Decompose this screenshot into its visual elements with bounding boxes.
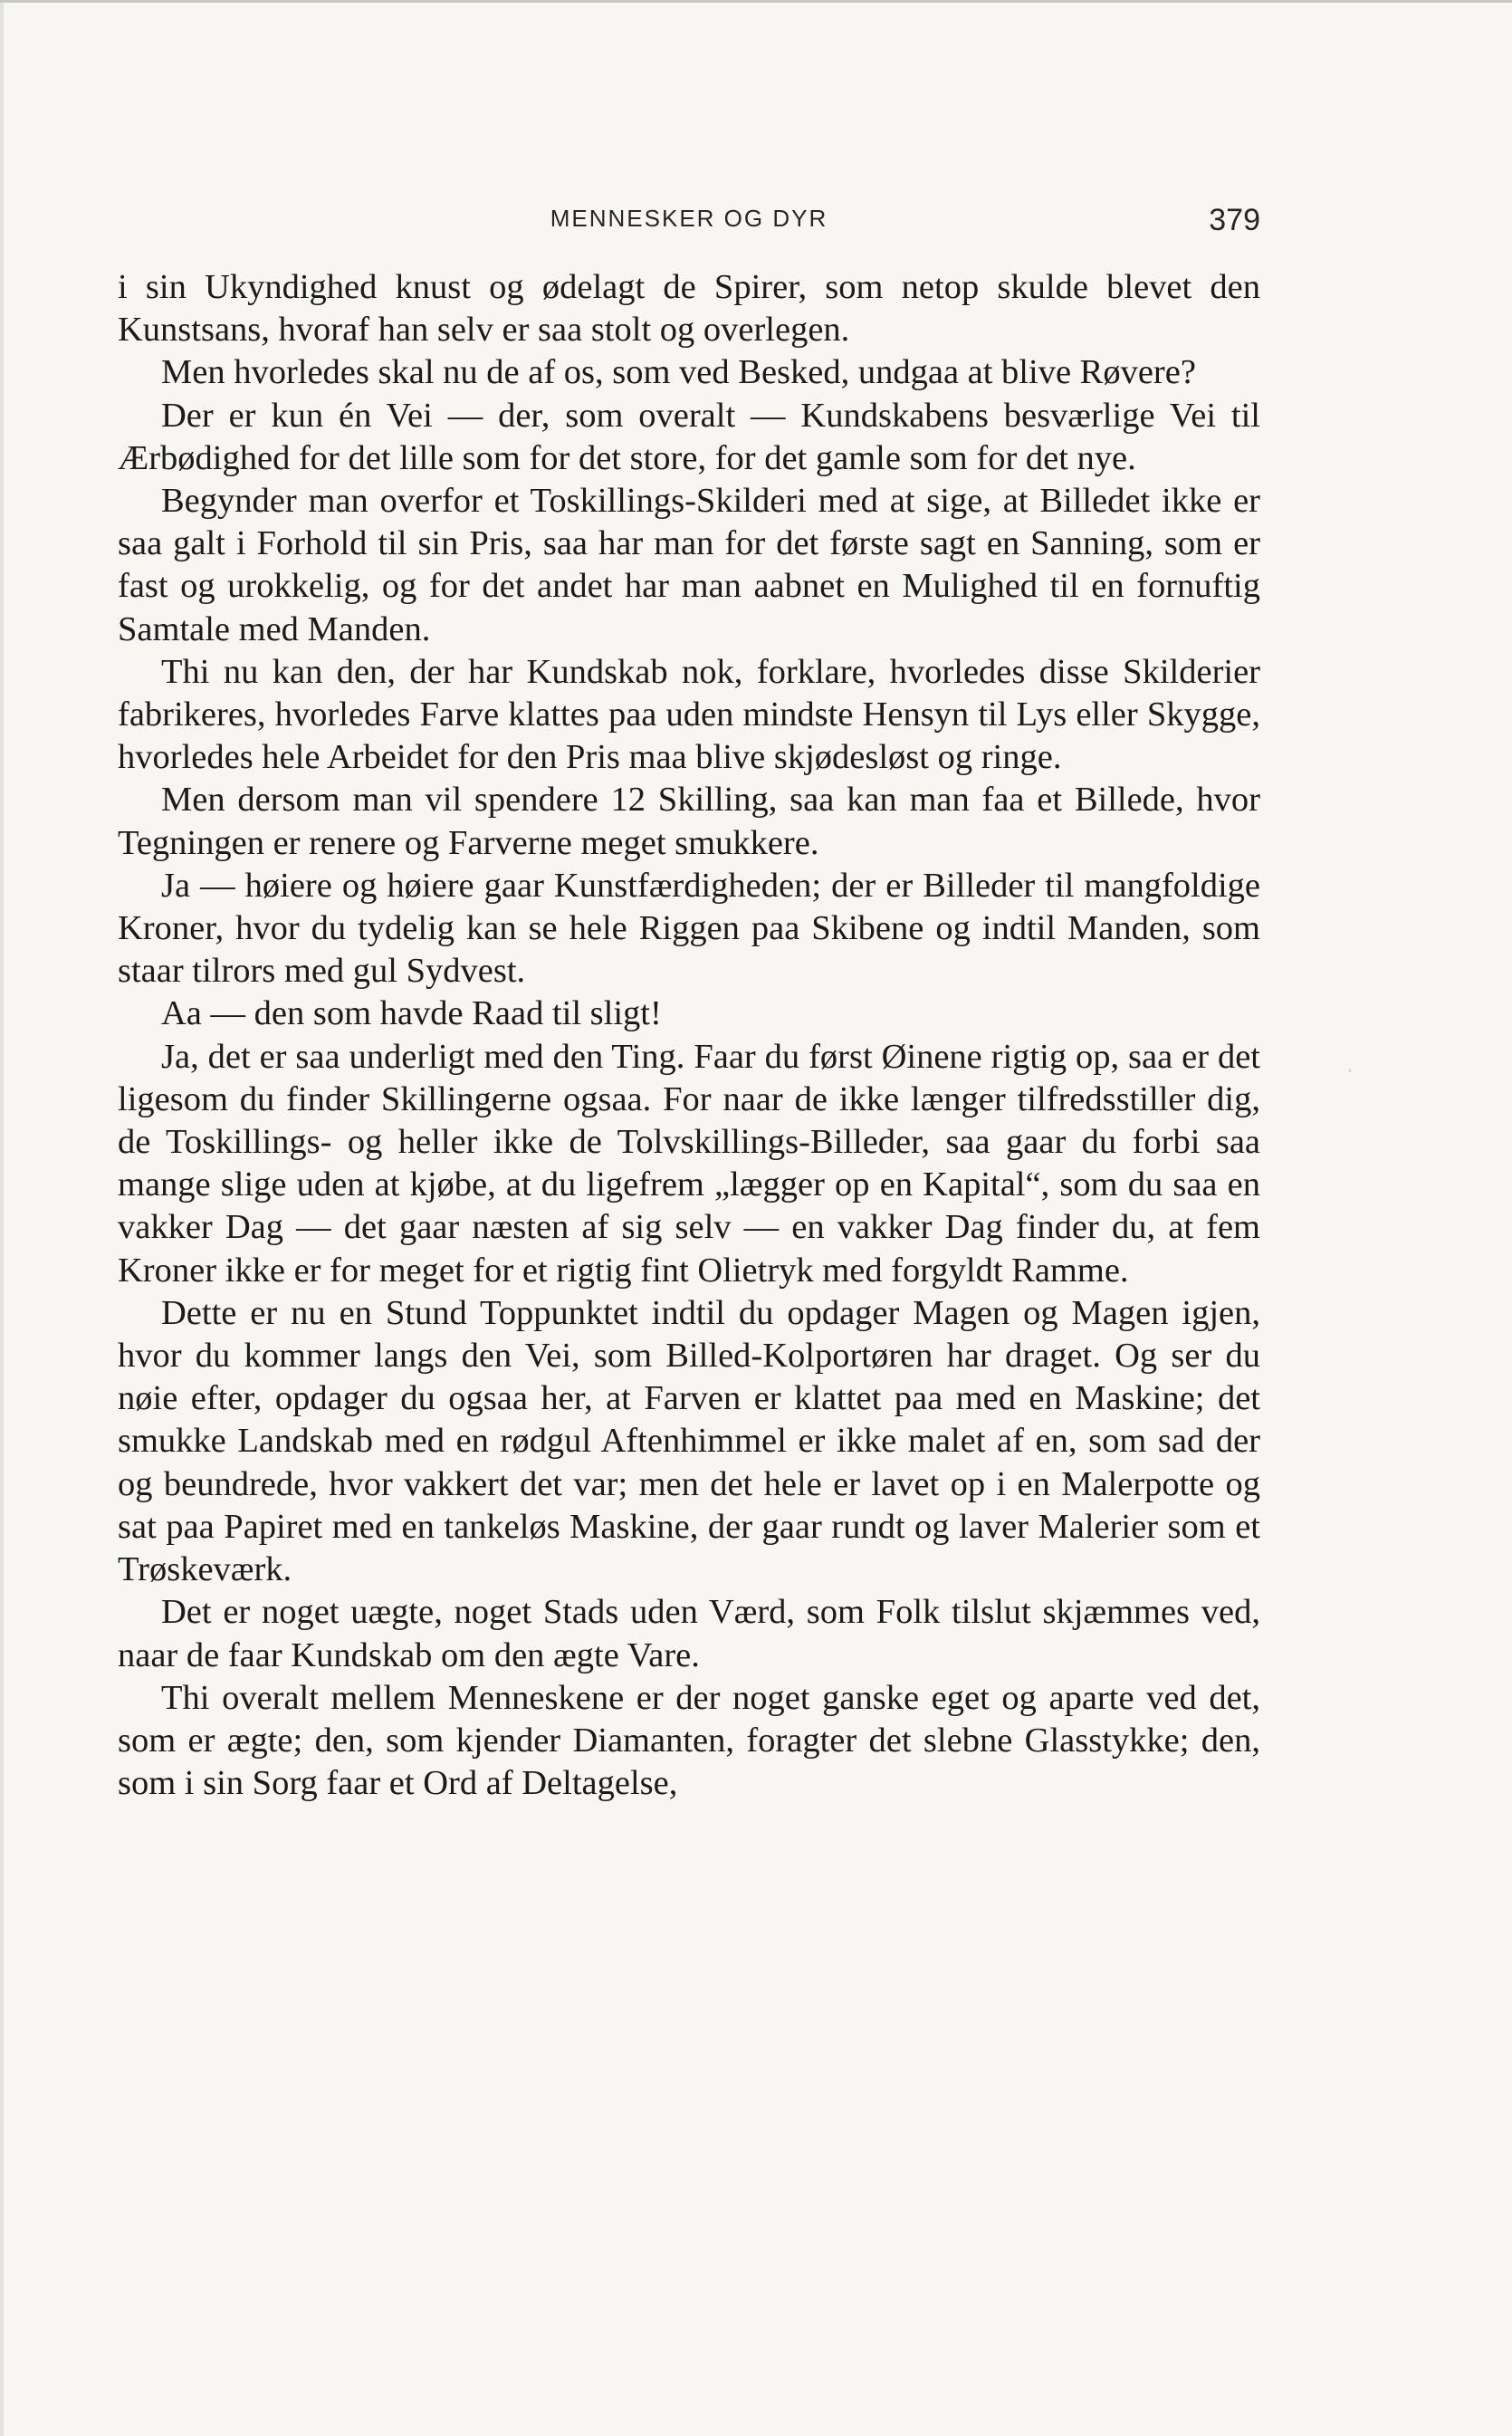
body-text (118, 266, 1260, 1805)
paragraph: Aa — den som havde Raad til sligt! (161, 994, 662, 1033)
paragraph: Der er kun én Vei — der, som overalt — Kundskabens besværlige Vei til Ærbødighed for det lille som for det store, for det gamle som for det nye. (118, 396, 1260, 477)
scan-speck (1349, 1069, 1351, 1072)
paragraph: Men dersom man vil spendere 12 Skilling, saa kan man faa et Billede, hvor Tegningen er renere og Farverne meget smukkere. (118, 781, 1260, 862)
paragraph: Thi nu kan den, der har Kundskab nok, forklare, hvorledes disse Skilderier fabrikeres, hvorledes Farve klattes paa uden mindste Hensyn til Lys eller Skygge, hvorledes hele Arbeidet for den Pris maa blive skjødesløst og ringe. (118, 652, 1260, 777)
paragraph: Det er noget uægte, noget Stads uden Værd, som Folk tilslut skjæmmes ved, naar de faar Kundskab om den ægte Vare. (118, 1593, 1260, 1674)
paragraph: Ja, det er saa underligt med den Ting. Faar du først Øinene rigtig op, saa er det ligesom du finder Skillingerne ogsaa. For naar de ikke længer tilfredsstiller dig, de Toskillings- og heller ikke de Tolvskillings-Billeder, saa gaar du forbi saa mange slige uden at kjøbe, at du ligefrem „lægger op en Kapital“, som du saa en vakker Dag — det gaar næsten af sig selv — en vakker Dag finder du, at fem Kroner ikke er for meget for et rigtig fint Olietryk med forgyldt Ramme. (118, 1037, 1260, 1290)
paragraph: Men hvorledes skal nu de af os, som ved Besked, undgaa at blive Røvere? (161, 353, 1196, 392)
paragraph: i sin Ukyndighed knust og ødelagt de Spirer, som netop skulde blevet den Kunstsans, hvoraf han selv er saa stolt og overlegen. (118, 268, 1260, 350)
paragraph: Thi overalt mellem Menneskene er der noget ganske eget og aparte ved det, som er ægte; den, som kjender Diamanten, foragter det slebne Glasstykke; den, som i sin Sorg faar et Ord af Deltagelse, (118, 1678, 1260, 1803)
paragraph: Begynder man overfor et Toskillings-Skilderi med at sige, at Billedet ikke er saa galt i Forhold til sin Pris, saa har man for det første sagt en Sanning, som er fast og urokkelig, og for det andet har man aabnet en Mulighed til en fornuftig Samtale med Manden. (118, 482, 1260, 648)
page-header (118, 203, 1260, 246)
page-number: 379 (1209, 203, 1260, 237)
paragraph: Ja — høiere og høiere gaar Kunstfærdigheden; der er Billeder til mangfoldige Kroner, hvor du tydelig kan se hele Riggen paa Skibene og indtil Manden, som staar tilrors med gul Sydvest. (118, 866, 1260, 991)
scan-edge-line (0, 0, 1512, 3)
running-title: MENNESKER OG DYR (550, 205, 828, 232)
paragraph: Dette er nu en Stund Toppunktet indtil du opdager Magen og Magen igjen, hvor du kommer langs den Vei, som Billed-Kolportøren har draget. Og ser du nøie efter, opdager du ogsaa her, at Farven er klattet paa med en Maskine; det smukke Landskab med en rødgul Aftenhimmel er ikke malet af en, som sad der og beundrede, hvor vakkert det var; men det hele er lavet op i en Malerpotte og sat paa Papiret med en tankeløs Maskine, der gaar rundt og laver Malerier som et Trøskeværk. (118, 1293, 1260, 1589)
